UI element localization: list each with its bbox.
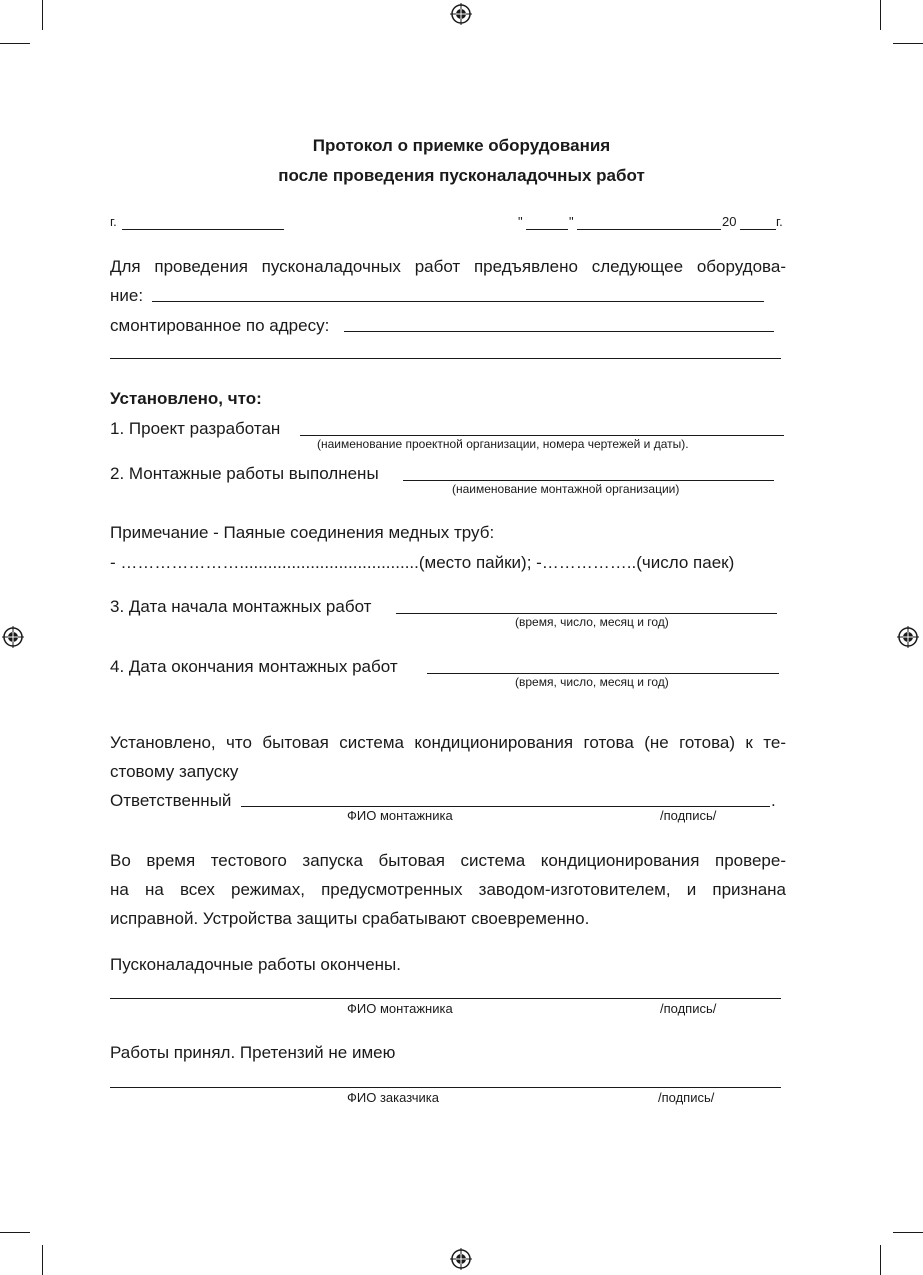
responsible-period: . [771, 791, 776, 810]
item2-label: 2. Монтажные работы выполнены [110, 464, 379, 483]
date-year-prefix: 20 [722, 214, 737, 229]
registration-mark-icon [450, 1248, 472, 1270]
item3-field[interactable] [396, 613, 777, 614]
item1-label: 1. Проект разработан [110, 419, 281, 438]
signature-caption-3: /подпись/ [658, 1090, 715, 1105]
fio-installer-caption-2: ФИО монтажника [347, 1001, 453, 1016]
address-field[interactable] [344, 331, 774, 332]
test-paragraph-line2: на на всех режимах, предусмотренных заводом-изготовителем, и признана [110, 880, 786, 899]
completed-statement: Пусконаладочные работы окончены. [110, 955, 401, 974]
crop-mark-bottom-left-v [42, 1245, 43, 1275]
established-heading: Установлено, что: [110, 389, 262, 408]
signature-caption-2: /подпись/ [660, 1001, 717, 1016]
equipment-paragraph-line2: ние: [110, 286, 144, 305]
date-suffix: г. [776, 214, 783, 229]
registration-mark-icon [450, 3, 472, 25]
responsible-field[interactable] [241, 806, 770, 807]
installer-signature-field[interactable] [110, 998, 781, 999]
item4-field[interactable] [427, 673, 779, 674]
note-line: - …………………......................................(место пайки); -……………..(число паек) [110, 553, 735, 572]
equipment-paragraph-line1: Для проведения пусконаладочных работ предъявлено следующее оборудова- [110, 257, 786, 276]
document-title-line1: Протокол о приемке оборудования [312, 136, 611, 155]
crop-mark-top-left-h [0, 43, 30, 44]
date-year-field[interactable] [740, 229, 776, 230]
crop-mark-top-right-h [893, 43, 923, 44]
document-title-line2: после проведения пусконаладочных работ [278, 166, 645, 185]
city-prefix: г. [110, 214, 117, 229]
crop-mark-bottom-left-h [0, 1232, 30, 1233]
crop-mark-bottom-right-v [880, 1245, 881, 1275]
item3-hint: (время, число, месяц и год) [515, 615, 669, 629]
item2-field[interactable] [403, 480, 774, 481]
date-quote-close: " [569, 214, 574, 229]
customer-signature-field[interactable] [110, 1087, 781, 1088]
registration-mark-icon [897, 626, 919, 648]
fio-customer-caption: ФИО заказчика [347, 1090, 439, 1105]
accepted-statement: Работы принял. Претензий не имею [110, 1043, 396, 1062]
test-paragraph-line1: Во время тестового запуска бытовая система кондиционирования провере- [110, 851, 786, 870]
registration-mark-icon [2, 626, 24, 648]
crop-mark-top-left-v [42, 0, 43, 30]
crop-mark-bottom-right-h [893, 1232, 923, 1233]
item3-label: 3. Дата начала монтажных работ [110, 597, 372, 616]
date-day-field[interactable] [526, 229, 568, 230]
note-label: Примечание - Паяные соединения медных труб: [110, 523, 495, 542]
fio-installer-caption: ФИО монтажника [347, 808, 453, 823]
ready-paragraph-line1: Установлено, что бытовая система кондиционирования готова (не готова) к те- [110, 733, 786, 752]
signature-caption: /подпись/ [660, 808, 717, 823]
test-paragraph-line3: исправной. Устройства защиты срабатывают своевременно. [110, 909, 590, 928]
date-month-field[interactable] [577, 229, 721, 230]
address-field-extra-line[interactable] [110, 358, 781, 359]
item2-hint: (наименование монтажной организации) [452, 482, 680, 496]
item4-hint: (время, число, месяц и год) [515, 675, 669, 689]
responsible-label: Ответственный [110, 791, 232, 810]
address-label: смонтированное по адресу: [110, 316, 330, 335]
city-field[interactable] [122, 229, 284, 230]
item1-hint: (наименование проектной организации, номера чертежей и даты). [317, 437, 689, 451]
date-quote-open: " [518, 214, 523, 229]
equipment-field[interactable] [152, 301, 764, 302]
item1-field[interactable] [300, 435, 784, 436]
crop-mark-top-right-v [880, 0, 881, 30]
ready-paragraph-line2: стовому запуску [110, 762, 239, 781]
item4-label: 4. Дата окончания монтажных работ [110, 657, 398, 676]
